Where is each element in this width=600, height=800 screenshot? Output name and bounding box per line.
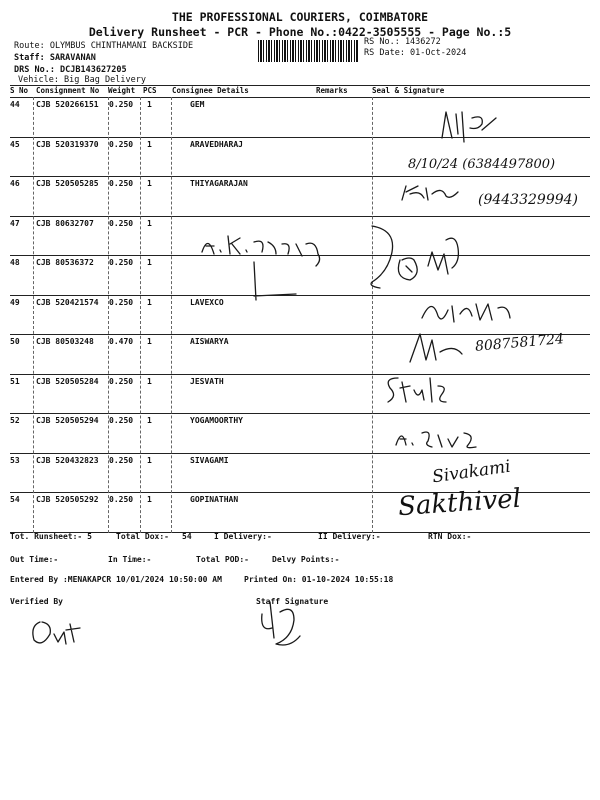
col-weight: Weight	[108, 86, 136, 95]
cell-consignee: LAVEXCO	[190, 297, 224, 307]
column-divider	[372, 97, 373, 533]
staff-signature-mark	[250, 598, 310, 652]
cell-pcs: 1	[147, 100, 152, 109]
cell-consignment: CJB 520505292	[36, 495, 99, 504]
staff-label: Staff: SARAVANAN	[14, 53, 96, 63]
cell-weight: 0.250	[109, 100, 134, 109]
rs-date: RS Date: 01-Oct-2024	[364, 48, 467, 58]
col-pcs: PCS	[143, 86, 157, 95]
cell-weight: 0.250	[109, 218, 134, 228]
barcode-image	[258, 40, 358, 62]
signature-row50	[402, 330, 472, 366]
cell-sno: 48	[10, 258, 20, 267]
cell-consignment: CJB 520505285	[36, 179, 99, 188]
row-rule	[10, 453, 590, 454]
cell-consignee: SIVAGAMI	[190, 455, 229, 465]
ii-delivery: II Delivery:-	[318, 532, 381, 541]
cell-sno: 49	[10, 297, 20, 307]
route-label: Route: OLYMBUS CHINTHAMANI BACKSIDE	[14, 41, 194, 51]
row-rule	[10, 532, 590, 533]
drs-number: DRS No.: DCJB143627205	[14, 65, 127, 75]
cell-pcs: 1	[147, 297, 152, 307]
staff-signature-label: Staff Signature	[256, 597, 329, 606]
i-delivery: I Delivery:-	[214, 532, 272, 541]
company-title: THE PROFESSIONAL COURIERS, COIMBATORE	[171, 10, 429, 24]
verified-by-signature	[28, 612, 88, 652]
handwritten-row45: 8/10/24 (6384497800)	[408, 157, 556, 172]
runsheet-subtitle: Delivery Runsheet - PCR - Phone No.:0422-3505555 - Page No.:5	[88, 25, 512, 39]
cell-weight: 0.250	[109, 455, 134, 465]
column-divider	[108, 97, 109, 533]
column-divider	[171, 97, 172, 533]
cell-weight: 0.250	[109, 376, 134, 386]
handwritten-row46: (9443329994)	[478, 192, 578, 208]
cell-sno: 50	[10, 337, 20, 346]
cell-consignment: CJB 520505294	[36, 416, 99, 425]
cell-consignee: AISWARYA	[190, 337, 229, 346]
signature-row51	[382, 372, 472, 408]
cell-pcs: 1	[147, 416, 152, 425]
col-sno: S No	[10, 86, 29, 95]
cell-sno: 52	[10, 416, 20, 425]
cell-sno: 45	[10, 139, 20, 149]
signature-row47	[196, 232, 341, 302]
signature-row49	[418, 292, 518, 332]
cell-pcs: 1	[147, 455, 152, 465]
entered-by: Entered By :MENAKAPCR 10/01/2024 10:50:00 AM	[10, 575, 222, 584]
row-rule	[10, 334, 590, 335]
cell-pcs: 1	[147, 258, 152, 267]
cell-weight: 0.250	[109, 139, 134, 149]
signature-row44	[438, 108, 508, 148]
row-rule	[10, 216, 590, 217]
delvy-points: Delvy Points:-	[272, 555, 340, 564]
cell-weight: 0.250	[109, 179, 134, 188]
cell-sno: 47	[10, 218, 20, 228]
cell-pcs: 1	[147, 179, 152, 188]
cell-consignment: CJB 520266151	[36, 100, 99, 109]
in-time: In Time:-	[108, 555, 152, 564]
cell-consignment: CJB 520505284	[36, 376, 99, 386]
signature-row52	[392, 423, 482, 453]
cell-weight: 0.250	[109, 495, 134, 504]
cell-consignment: CJB 80503248	[36, 337, 94, 346]
rs-number: RS No.: 1436272	[364, 37, 441, 47]
cell-pcs: 1	[147, 218, 152, 228]
cell-sno: 44	[10, 100, 20, 109]
cell-pcs: 1	[147, 139, 152, 149]
rtn-dox: RTN Dox:-	[428, 532, 472, 541]
cell-weight: 0.250	[109, 416, 134, 425]
row-rule	[10, 374, 590, 375]
col-consignment: Consignment No	[36, 86, 100, 95]
verified-by-label: Verified By	[10, 597, 63, 606]
handwritten-row50: 8087581724	[474, 331, 565, 355]
total-dox-label: Total Dox:-	[116, 532, 169, 541]
cell-consignee: ARAVEDHARAJ	[190, 139, 243, 149]
cell-pcs: 1	[147, 495, 152, 504]
cell-consignment: CJB 520432823	[36, 455, 99, 465]
row-rule	[10, 413, 590, 414]
table-header-rule	[10, 97, 590, 98]
row-rule	[10, 176, 590, 177]
cell-pcs: 1	[147, 337, 152, 346]
cell-sno: 53	[10, 455, 20, 465]
cell-consignee: YOGAMOORTHY	[190, 416, 243, 425]
handwritten-row54: Sakthivel	[397, 483, 522, 523]
cell-sno: 54	[10, 495, 20, 504]
col-consignee: Consignee Details	[172, 86, 249, 95]
cell-consignee: GOPINATHAN	[190, 495, 239, 504]
col-remarks: Remarks	[316, 86, 348, 95]
cell-consignment: CJB 520421574	[36, 297, 99, 307]
column-divider	[140, 97, 141, 533]
column-divider	[33, 97, 34, 533]
cell-consignee: JESVATH	[190, 376, 224, 386]
handwritten-row53: Sivakami	[430, 456, 512, 488]
cell-sno: 46	[10, 179, 20, 188]
total-runsheet: Tot. Runsheet:- 5	[10, 532, 92, 541]
total-pod: Total POD:-	[196, 555, 249, 564]
cell-consignment: CJB 80632707	[36, 218, 94, 228]
cell-consignment: CJB 520319370	[36, 139, 99, 149]
cell-consignee: THIYAGARAJAN	[190, 179, 248, 188]
cell-weight: 0.250	[109, 297, 134, 307]
total-dox-value: 54	[182, 532, 192, 541]
cell-weight: 0.470	[109, 337, 134, 346]
cell-sno: 51	[10, 376, 20, 386]
out-time: Out Time:-	[10, 555, 59, 564]
cell-weight: 0.250	[109, 258, 134, 267]
signature-row46	[398, 182, 468, 204]
vehicle-label: Vehicle: Big Bag Delivery	[18, 75, 146, 85]
cell-consignment: CJB 80536372	[36, 258, 94, 267]
printed-on: Printed On: 01-10-2024 10:55:18	[244, 575, 394, 584]
cell-pcs: 1	[147, 376, 152, 386]
col-seal: Seal & Signature	[372, 86, 445, 95]
cell-consignee: GEM	[190, 100, 205, 109]
